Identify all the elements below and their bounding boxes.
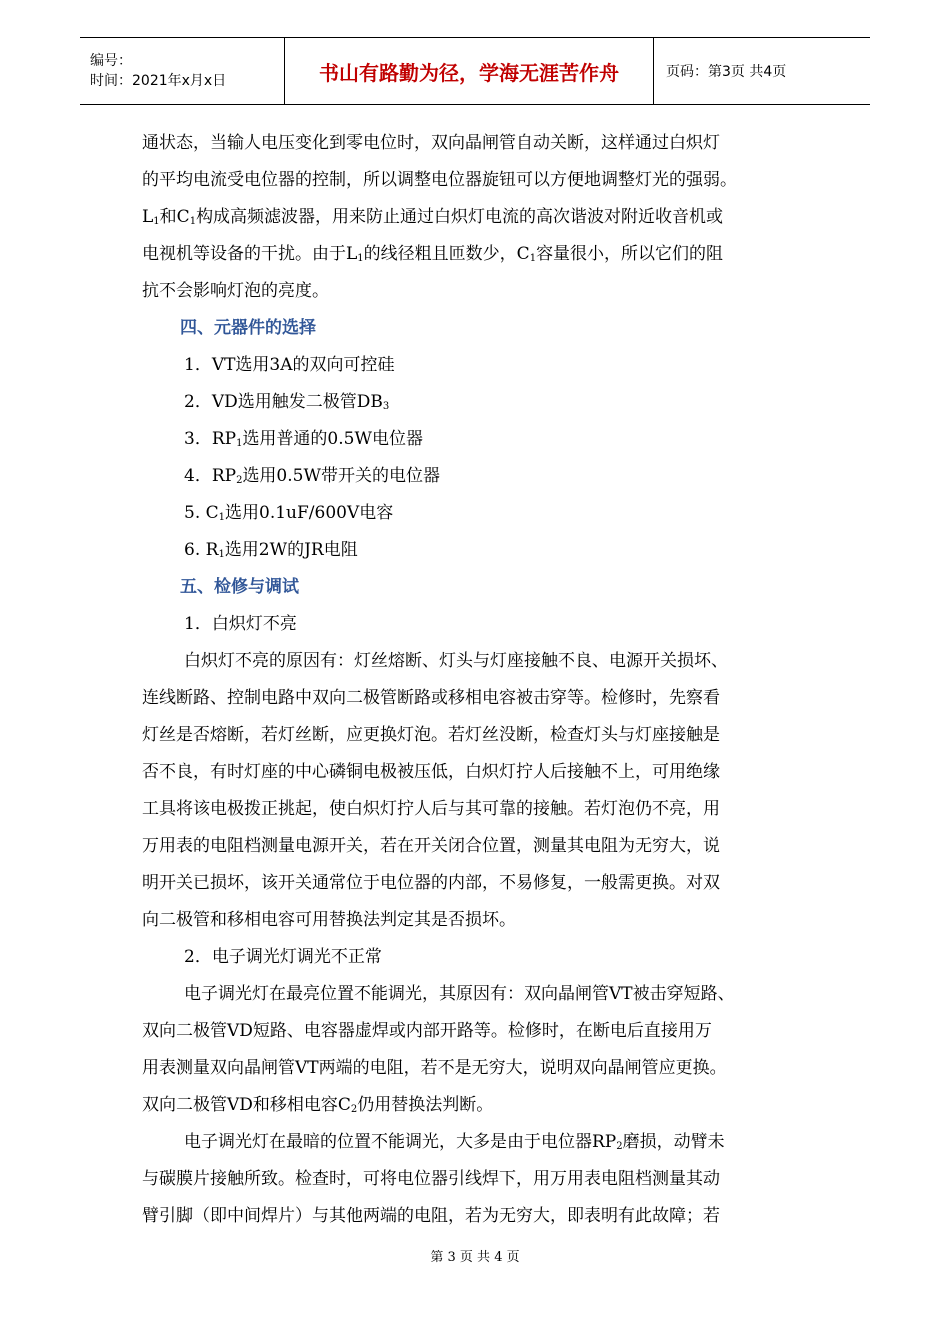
- list-item: [142, 384, 822, 421]
- paragraph-line: 与碳膜片接触所致。检查时，可将电位器引线焊下，用万用表电阻档测量其动: [142, 1169, 720, 1189]
- subscript: 3: [382, 401, 390, 412]
- paragraph-line: 连线断路、控制电路中双向二极管断路或移相电容被击穿等。检修时，先察看: [142, 688, 720, 708]
- page-header: [80, 37, 870, 105]
- motto-text: 书山有路勤为径，学海无涯苦作舟: [319, 60, 619, 85]
- subscript: 2: [616, 1141, 623, 1152]
- page-info-text: 页码：第3页 共4页: [666, 64, 787, 80]
- subscript: 2: [236, 475, 243, 486]
- text-run: 的线径粗且匝数少，C: [363, 244, 530, 264]
- list-item: [142, 495, 822, 532]
- text-run: 选用普通的0.5W电位器: [242, 429, 423, 449]
- paragraph-line: 否不良，有时灯座的中心磷铜电极被压低，白炽灯拧人后接触不上，可用绝缘: [142, 762, 720, 782]
- doc-date: 时间：2021年x月x日: [90, 73, 227, 89]
- paragraph-line: 白炽灯不亮的原因有：灯丝熔断、灯头与灯座接触不良、电源开关损坏、: [184, 651, 728, 671]
- text-run: 电子调光灯在最暗的位置不能调光，大多是由于电位器RP: [184, 1132, 617, 1152]
- subscript: 1: [357, 253, 364, 264]
- paragraph-line: [142, 1087, 822, 1124]
- paragraph-line: 明开关已损坏，该开关通常位于电位器的内部，不易修复，一般需更换。对双: [142, 873, 720, 893]
- page-footer: [0, 1246, 950, 1265]
- text-run: 6. R: [184, 540, 219, 560]
- text-run: 和C: [159, 207, 190, 227]
- text-run: 4．RP: [184, 466, 237, 486]
- list-item: [142, 421, 822, 458]
- text-run: 2．VD选用触发二极管DB: [184, 392, 383, 412]
- subscript: 1: [153, 216, 160, 227]
- document-body: [142, 125, 822, 1235]
- text-run: 3．RP: [184, 429, 237, 449]
- footer-page-number: 第 3 页 共 4 页: [430, 1250, 520, 1265]
- header-motto: [284, 38, 654, 104]
- section-heading-5: 五、检修与调试: [180, 577, 299, 597]
- text-run: 容量很小，所以它们的阻: [536, 244, 724, 264]
- paragraph-line: 双向二极管VD短路、电容器虚焊或内部开路等。检修时，在断电后直接用万: [142, 1021, 712, 1041]
- paragraph-line: 用表测量双向晶闸管VT两端的电阻，若不是无穷大，说明双向晶闸管应更换。: [142, 1058, 727, 1078]
- doc-number-label: 编号：: [90, 53, 132, 69]
- text-run: 磨损，动臂未: [622, 1132, 725, 1152]
- subsection-title: 2．电子调光灯调光不正常: [184, 947, 382, 967]
- subsection-title: 1．白炽灯不亮: [184, 614, 297, 634]
- paragraph-line: [142, 236, 822, 273]
- paragraph-line: 的平均电流受电位器的控制，所以调整电位器旋钮可以方便地调整灯光的强弱。: [142, 170, 737, 190]
- subscript: 1: [236, 438, 243, 449]
- text-run: 选用0.1uF/600V电容: [225, 503, 394, 523]
- list-item: [142, 458, 822, 495]
- subscript: 1: [218, 549, 225, 560]
- subscript: 1: [189, 216, 197, 227]
- paragraph-line: 灯丝是否熔断，若灯丝断，应更换灯泡。若灯丝没断，检查灯头与灯座接触是: [142, 725, 720, 745]
- paragraph-line: 工具将该电极拨正挑起，使白炽灯拧人后与其可靠的接触。若灯泡仍不亮，用: [142, 799, 720, 819]
- paragraph-line: 万用表的电阻档测量电源开关，若在开关闭合位置，测量其电阻为无穷大，说: [142, 836, 720, 856]
- subscript: 1: [218, 512, 226, 523]
- list-item: 1．VT选用3A的双向可控硅: [184, 355, 395, 375]
- text-run: L: [142, 207, 154, 227]
- text-run: 构成高频滤波器，用来防止通过白炽灯电流的高次谐波对附近收音机或: [196, 207, 724, 227]
- list-item: [142, 532, 822, 569]
- subscript: 1: [529, 253, 537, 264]
- text-run: 仍用替换法判断。: [357, 1095, 494, 1115]
- text-run: 电视机等设备的干扰。由于L: [142, 244, 358, 264]
- text-run: 选用2W的JR电阻: [224, 540, 358, 560]
- section-heading-4: 四、元器件的选择: [180, 318, 316, 338]
- text-run: 5. C: [184, 503, 219, 523]
- text-run: 选用0.5W带开关的电位器: [242, 466, 440, 486]
- paragraph-line: [142, 199, 822, 236]
- paragraph-line: 向二极管和移相电容可用替换法判定其是否损坏。: [142, 910, 516, 930]
- paragraph-line: 抗不会影响灯泡的亮度。: [142, 281, 329, 301]
- paragraph-line: [142, 1124, 822, 1161]
- header-meta: [80, 38, 284, 104]
- subscript: 2: [350, 1104, 358, 1115]
- paragraph-line: 臂引脚（即中间焊片）与其他两端的电阻，若为无穷大，即表明有此故障；若: [142, 1206, 720, 1226]
- text-run: 双向二极管VD和移相电容C: [142, 1095, 351, 1115]
- header-page-info: [654, 38, 870, 104]
- paragraph-line: 通状态，当输人电压变化到零电位时，双向晶闸管自动关断，这样通过白炽灯: [142, 133, 720, 153]
- paragraph-line: 电子调光灯在最亮位置不能调光，其原因有：双向晶闸管VT被击穿短路、: [184, 984, 735, 1004]
